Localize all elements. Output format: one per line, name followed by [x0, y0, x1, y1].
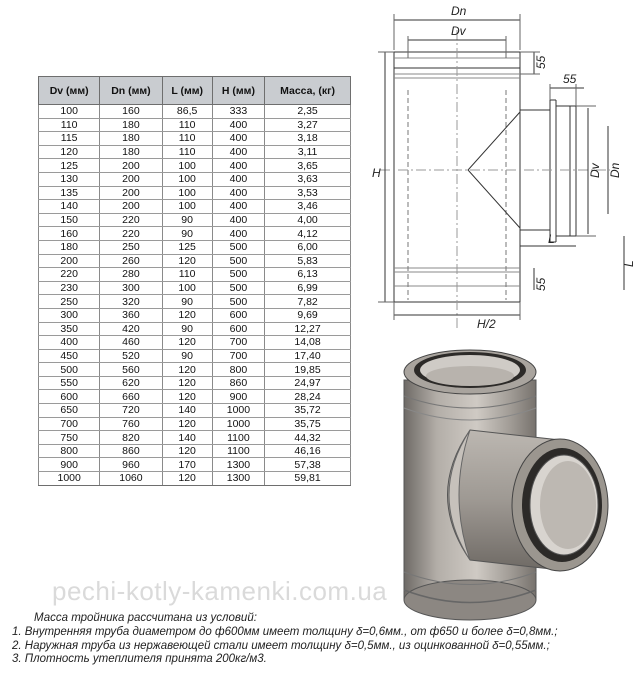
table-cell: 57,38 [265, 458, 351, 472]
table-cell: 140 [162, 404, 212, 418]
table-cell: 6,99 [265, 281, 351, 295]
table-cell: 90 [162, 322, 212, 336]
table-cell: 120 [162, 417, 212, 431]
watermark: pechi-kotly-kamenki.com.ua [52, 576, 388, 606]
table-cell: 460 [100, 336, 162, 350]
table-cell: 3,65 [265, 159, 351, 173]
table-cell: 1060 [100, 472, 162, 486]
table-cell: 320 [100, 295, 162, 309]
table-cell: 860 [100, 444, 162, 458]
table-cell: 110 [162, 132, 212, 146]
table-cell: 100 [39, 105, 100, 119]
table-cell: 5,83 [265, 254, 351, 268]
label-l-right: L [622, 260, 636, 267]
table-cell: 420 [100, 322, 162, 336]
table-cell: 400 [212, 159, 264, 173]
table-cell: 24,97 [265, 376, 351, 390]
table-cell: 86,5 [162, 105, 212, 119]
table-cell: 500 [212, 240, 264, 254]
table-cell: 200 [100, 159, 162, 173]
table-cell: 400 [212, 132, 264, 146]
table-cell: 360 [100, 308, 162, 322]
table-cell: 110 [162, 118, 212, 132]
label-dn: Dn [451, 4, 467, 18]
table-cell: 720 [100, 404, 162, 418]
table-cell: 220 [39, 268, 100, 282]
table-cell: 120 [162, 363, 212, 377]
table-cell: 110 [162, 145, 212, 159]
column-header: Dn (мм) [100, 77, 162, 105]
table-cell: 19,85 [265, 363, 351, 377]
table-cell: 90 [162, 295, 212, 309]
table-cell: 660 [100, 390, 162, 404]
table-cell: 130 [39, 172, 100, 186]
table-cell: 500 [212, 254, 264, 268]
table-cell: 3,63 [265, 172, 351, 186]
table-cell: 90 [162, 213, 212, 227]
table-cell: 350 [39, 322, 100, 336]
table-cell: 3,46 [265, 200, 351, 214]
table-cell: 900 [39, 458, 100, 472]
table-cell: 760 [100, 417, 162, 431]
table-cell: 820 [100, 431, 162, 445]
table-cell: 3,53 [265, 186, 351, 200]
table-cell: 1100 [212, 444, 264, 458]
table-cell: 125 [162, 240, 212, 254]
notes-caption: Масса тройника рассчитана из условий: [34, 612, 257, 624]
table-cell: 160 [39, 227, 100, 241]
table-cell: 400 [212, 200, 264, 214]
table-cell: 120 [162, 444, 212, 458]
table-cell: 520 [100, 349, 162, 363]
table-cell: 220 [100, 213, 162, 227]
table-cell: 400 [212, 172, 264, 186]
table-cell: 800 [212, 363, 264, 377]
table-cell: 1000 [212, 417, 264, 431]
label-dn-branch: Dn [608, 162, 622, 178]
table-cell: 260 [100, 254, 162, 268]
table-cell: 400 [212, 227, 264, 241]
table-cell: 300 [100, 281, 162, 295]
table-cell: 960 [100, 458, 162, 472]
table-cell: 400 [39, 336, 100, 350]
table-cell: 800 [39, 444, 100, 458]
table-cell: 200 [100, 200, 162, 214]
label-h2: H/2 [477, 317, 496, 331]
table-cell: 620 [100, 376, 162, 390]
label-h: H [372, 166, 381, 180]
tee-3d-body [404, 350, 608, 620]
table-cell: 180 [100, 118, 162, 132]
table-cell: 400 [212, 118, 264, 132]
column-header: L (мм) [162, 77, 212, 105]
table-cell: 280 [100, 268, 162, 282]
table-cell: 500 [212, 268, 264, 282]
table-cell: 4,00 [265, 213, 351, 227]
table-cell: 200 [39, 254, 100, 268]
table-cell: 400 [212, 213, 264, 227]
note-item: 3. Плотность утеплителя принята 200кг/м3. [12, 653, 267, 666]
table-cell: 100 [162, 200, 212, 214]
table-cell: 140 [39, 200, 100, 214]
table-cell: 2,35 [265, 105, 351, 119]
table-cell: 1300 [212, 472, 264, 486]
label-55-side: 55 [563, 72, 577, 86]
table-cell: 3,18 [265, 132, 351, 146]
table-cell: 500 [212, 281, 264, 295]
table-cell: 120 [162, 308, 212, 322]
table-cell: 140 [162, 431, 212, 445]
table-cell: 100 [162, 186, 212, 200]
table-cell: 900 [212, 390, 264, 404]
table-cell: 180 [100, 132, 162, 146]
table-cell: 7,82 [265, 295, 351, 309]
label-dv: Dv [451, 24, 466, 38]
table-cell: 700 [212, 336, 264, 350]
table-cell: 600 [39, 390, 100, 404]
table-cell: 59,81 [265, 472, 351, 486]
table-cell: 500 [212, 295, 264, 309]
table-cell: 9,69 [265, 308, 351, 322]
table-cell: 46,16 [265, 444, 351, 458]
table-cell: 400 [212, 186, 264, 200]
table-cell: 600 [212, 308, 264, 322]
table-cell: 200 [100, 172, 162, 186]
table-cell: 110 [39, 118, 100, 132]
table-cell: 600 [212, 322, 264, 336]
column-header: H (мм) [212, 77, 264, 105]
table-cell: 35,72 [265, 404, 351, 418]
table-cell: 125 [39, 159, 100, 173]
table-cell: 700 [212, 349, 264, 363]
table-cell: 250 [100, 240, 162, 254]
label-l-branch: L [548, 232, 555, 246]
table-cell: 44,32 [265, 431, 351, 445]
table-cell: 28,24 [265, 390, 351, 404]
table-cell: 135 [39, 186, 100, 200]
table-cell: 3,11 [265, 145, 351, 159]
table-cell: 180 [100, 145, 162, 159]
note-item: 1. Внутренняя труба диаметром до ф600мм имеет толщину δ=0,6мм., от ф650 и более δ=0,8мм.; [12, 625, 558, 638]
table-cell: 333 [212, 105, 264, 119]
table-cell: 17,40 [265, 349, 351, 363]
table-cell: 860 [212, 376, 264, 390]
column-header: Dv (мм) [39, 77, 100, 105]
table-cell: 120 [162, 390, 212, 404]
table-cell: 3,27 [265, 118, 351, 132]
table-cell: 100 [162, 172, 212, 186]
table-cell: 115 [39, 132, 100, 146]
table-cell: 160 [100, 105, 162, 119]
table-cell: 6,00 [265, 240, 351, 254]
table-cell: 650 [39, 404, 100, 418]
table-cell: 200 [100, 186, 162, 200]
table-cell: 250 [39, 295, 100, 309]
table-cell: 90 [162, 349, 212, 363]
table-cell: 180 [39, 240, 100, 254]
table-cell: 100 [162, 281, 212, 295]
table-cell: 300 [39, 308, 100, 322]
table-cell: 110 [162, 268, 212, 282]
table-cell: 90 [162, 227, 212, 241]
table-cell: 100 [162, 159, 212, 173]
table-cell: 560 [100, 363, 162, 377]
table-cell: 220 [100, 227, 162, 241]
table-cell: 150 [39, 213, 100, 227]
table-cell: 120 [162, 254, 212, 268]
table-cell: 700 [39, 417, 100, 431]
label-dv-branch: Dv [588, 163, 602, 178]
table-cell: 1000 [39, 472, 100, 486]
table-cell: 120 [162, 336, 212, 350]
label-55-bottom: 55 [534, 277, 548, 291]
table-cell: 400 [212, 145, 264, 159]
table-cell: 120 [162, 376, 212, 390]
label-55-top: 55 [534, 55, 548, 69]
table-cell: 14,08 [265, 336, 351, 350]
table-cell: 500 [39, 363, 100, 377]
table-cell: 550 [39, 376, 100, 390]
table-cell: 170 [162, 458, 212, 472]
table-cell: 120 [39, 145, 100, 159]
table-cell: 12,27 [265, 322, 351, 336]
table-cell: 1000 [212, 404, 264, 418]
table-cell: 750 [39, 431, 100, 445]
table-cell: 6,13 [265, 268, 351, 282]
table-cell: 1100 [212, 431, 264, 445]
table-cell: 230 [39, 281, 100, 295]
note-item: 2. Наружная труба из нержавеющей стали имеет толщину δ=0,5мм., из оцинкованной δ=0,55мм.; [12, 639, 550, 652]
table-cell: 120 [162, 472, 212, 486]
notes [12, 612, 634, 667]
column-header: Масса, (кг) [265, 77, 351, 105]
table-cell: 1300 [212, 458, 264, 472]
table-cell: 4,12 [265, 227, 351, 241]
table-cell: 450 [39, 349, 100, 363]
table-cell: 35,75 [265, 417, 351, 431]
